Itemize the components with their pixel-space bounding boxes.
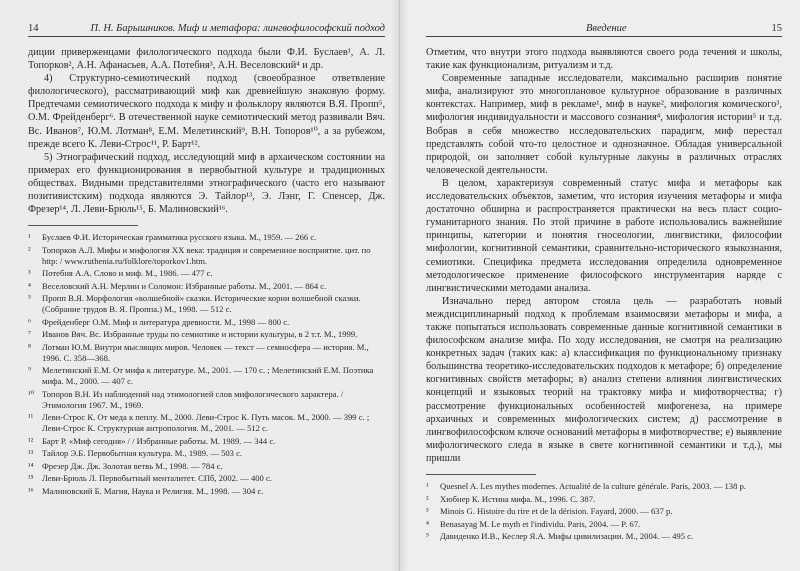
footnote-number: ⁴ (28, 280, 31, 291)
paragraph: диции приверженцами филологического подхода были Ф.И. Буслаев¹, А. Л. Топорков², А.Н. Афанасьев, А.А. Потебня³, А.Н. Веселовский⁴ и др. (28, 47, 385, 72)
footnote-number: ¹¹ (28, 412, 34, 423)
footnote (28, 436, 385, 447)
footnote (28, 486, 385, 497)
footnote-text: Веселовский А.Н. Мерлин и Соломон: Избранные работы. М., 2001. — 864 с. (42, 280, 327, 291)
right-body-text (426, 46, 782, 465)
footnote (28, 232, 385, 243)
footnote-number: ¹⁵ (28, 473, 34, 484)
footnote-text: Топоров В.Н. Из наблюдений над этимологией слов мифологического характера. / Этимология 1967. М., 1969. (42, 388, 344, 410)
footnote-number: ⁷ (28, 329, 31, 340)
footnote-number: ⁶ (28, 316, 31, 327)
footnote (426, 494, 782, 505)
footnote (28, 461, 385, 472)
footnote (28, 365, 385, 387)
left-footnotes (28, 232, 385, 497)
footnote-number: ⁸ (28, 341, 31, 352)
footnote-number: ² (28, 244, 31, 255)
footnote-number: ⁹ (28, 365, 31, 376)
footnote (28, 412, 385, 434)
footnote (28, 281, 385, 292)
footnote-text: Буслаев Ф.И. Историческая грамматика русского языка. М., 1959. — 266 с. (42, 232, 317, 243)
footnote-text: Барт Р. «Миф сегодня» / / Избранные работы. М. 1989. — 344 с. (42, 435, 276, 446)
footnote-number: ¹³ (28, 448, 34, 459)
footnote (426, 481, 782, 492)
right-page (400, 0, 800, 571)
footnote-text: Топорков А.Л. Мифы и мифология XX века: традиция и современное восприятие. цит. по http: / www.ruthenia.ru/folklore/toporkov1.htm. (42, 244, 371, 266)
footnote (28, 329, 385, 340)
footnote (28, 342, 385, 364)
footnote-number: ³ (28, 268, 31, 279)
footnote (426, 519, 782, 530)
paragraph: В целом, характеризуя современный статус мифа и метафоры как исследовательских объектов, заметим, что история изучения метафоры и мифа достаточно обширна и распространяется практически на весь пласт социо-гуманитарного знания. По этой причине в работе использовались важнейшие принципы, категории и понятия гносеологии, лингвистики, философии мифологии, когнитивной семантики, сравнительно-исторического языкознания, семиотики. Специфика предмета исследования определила одновременное методологическое применение философского инструментария наряде с лингвистическими методами анализа. (426, 177, 782, 294)
footnote-text: Леви-Строс К. От меда к пеплу. М., 2000. Леви-Строс К. Путь масок. М., 2000. — 399 с. ; Леви-Строс К. Структурная антропология. М., 2001. — 512 с. (42, 412, 370, 434)
footnote-text: Benasayag M. Le myth et l'individu. Paris, 2004. — P. 67. (440, 518, 641, 529)
footnote-text: Иванов Вяч. Вс. Избранные труды по семиотике и истории культуры, в 2 т.т. М., 1999. (42, 329, 358, 340)
paragraph: Современные западные исследователи, максимально расширив понятие мифа, анализируют это многоплановое культурное образование в различных контекстах. Например, миф в рекламе¹, миф в науке², мифология комического³, мифология индивидуальности и массового сознания⁴, мифология истории⁵ и т.д. Вобрав в себя множество исследовательских парадигм, миф перестал представлять собой что-то целостное и однозначное. Обладая универсальной природой, он заполняет собой культурные лакуны в различных отраслях человеческой деятельности. (426, 73, 782, 176)
paragraph: 4) Структурно-семиотический подход (своеобразное ответвление филологического), рассматривающий миф как древнейшую знаковую форму. Предтечами семиотического подхода к мифу и фольклору являются В.Я. Пропп⁵, О.М. Фрейденберг⁶. В отечественной науке семиотический метод развивали Вяч. Вс. Иванов⁷, Ю.М. Лотман⁸, Е.М. Мелетинский⁹, В.Н. Топоров¹⁰, а за рубежом, прежде всего К. Леви-Строс¹¹, Р. Барт¹². (28, 73, 385, 150)
footnote (28, 268, 385, 279)
paragraph: Изначально перед автором стояла цель — разработать новый междисциплинарный подход к проблемам взаимосвязи метафоры и мифа, а также попытаться использовать современные данные когнитивной семантики в философском анализе мифа. По ходу исследования, не смотря на реализацию конкретных задач (таких как: а) классификация по функциональному признаку большинства теоретико-исследовательских подходов к метафоре; б) определение когнитивных свойств метафоры; в) анализ степени влияния лингвистических концепций и языковых теорий на трактовку мифа и мифотворчества; г) рассмотрение функциональных особенностей мифогенеза, на примере архаичных и современных мифологических систем; д) рассмотрение в лингвофилософском ключе оснований метафоры в мифотворчестве; е) выявление мифологического следа в языке в свете когнитивной семантики и т.д.), мы пришли (426, 295, 782, 464)
footnote-text: Лотман Ю.М. Внутри мыслящих миров. Человек — текст — семиосфера — история. М., 1996. С. 358—368. (42, 341, 369, 363)
footnote-text: Леви-Брюль Л. Первобытный менталитет. СПб, 2002. — 400 с. (42, 473, 272, 484)
footnote-text: Давиденко И.В., Кеслер Я.А. Мифы цивилизации. М., 2004. — 495 с. (440, 531, 694, 541)
footnote-text: Хюбнер К. Истина мифа. М., 1996. С. 387. (440, 493, 596, 504)
footnote (28, 473, 385, 484)
footnote-number: ¹⁴ (28, 460, 34, 471)
footnote-number: ⁵ (426, 531, 429, 541)
right-footnotes (426, 481, 782, 542)
footnote (426, 506, 782, 517)
footnote-text: Quesnel A. Les mythes modernes. Actualité de la culture générale. Paris, 2003. — 138 p. (440, 481, 746, 491)
footnote (28, 293, 385, 315)
footnote-text: Малиновский Б. Магия, Наука и Религия. М., 1998. — 304 с. (42, 485, 264, 496)
footnote (426, 531, 782, 542)
footnote-text: Minois G. Histoire du rire et de la dérision. Fayard, 2000. — 637 p. (440, 506, 673, 516)
running-head: Введение (586, 23, 627, 34)
footnote-number: ¹² (28, 435, 34, 446)
footnote-number: ¹⁰ (28, 388, 35, 399)
footnote-number: ¹ (28, 232, 31, 243)
footnote-text: Потебня А.А. Слово и миф. М., 1986. — 477 с. (42, 268, 213, 279)
footnote-number: ¹ (426, 481, 429, 491)
footnote (28, 389, 385, 411)
left-page-header (28, 20, 385, 37)
footnote-separator (28, 225, 138, 226)
footnote-number: ⁵ (28, 293, 31, 304)
footnote-text: Фрейденберг О.М. Миф и литература древности. М., 1998 — 800 с. (42, 316, 290, 327)
footnote-number: ¹⁶ (28, 485, 34, 496)
footnote-text: Фрезер Дж. Дж. Золотая ветвь М., 1998. — 784 с. (42, 460, 223, 471)
page-number: 14 (28, 23, 39, 34)
running-head: П. Н. Барышников. Миф и метафора: лингвофилософский подход (90, 23, 385, 34)
footnote (28, 245, 385, 267)
footnote-number: ² (426, 493, 429, 504)
footnote-text: Пропп В.Я. Морфология «волшебной» сказки. Исторические корни волшебной сказки. (Собрание трудов В. Я. Проппа.) М., 1998. — 512 с. (42, 293, 361, 315)
footnote-number: ³ (426, 506, 429, 516)
page-number: 15 (771, 23, 782, 34)
footnote-text: Мелетинский Е.М. От мифа к литературе. М., 2001. — 170 с. ; Мелетинский Е.М. Поэтика мифа. М., 2000. — 407 с. (42, 365, 374, 387)
left-body-text (28, 46, 385, 216)
right-page-header (426, 20, 782, 37)
footnote (28, 317, 385, 328)
paragraph: 5) Этнографический подход, исследующий миф в архаическом состоянии на примерах его функционирования в первобытной культуре и традиционных обществах. Видными представителями этнографического (часто его называют позитивистским) подхода являются Э. Тайлор¹³, Э. Лэнг, Г. Спенсер, Дж. Фрезер¹⁴, Л. Леви-Брюль¹⁵, Б. Малиновский¹⁶. (28, 151, 385, 216)
footnote-number: ⁴ (426, 518, 429, 529)
footnote-separator (426, 474, 536, 475)
book-gutter-shadow (392, 0, 408, 571)
paragraph: Отметим, что внутри этого подхода выявляются своего рода течения и школы, такие как функционализм, ритуализм и т.д. (426, 47, 782, 72)
footnote (28, 448, 385, 459)
footnote-text: Тайлор Э.Б. Первобытная культура. М., 1989. — 503 с. (42, 448, 243, 459)
